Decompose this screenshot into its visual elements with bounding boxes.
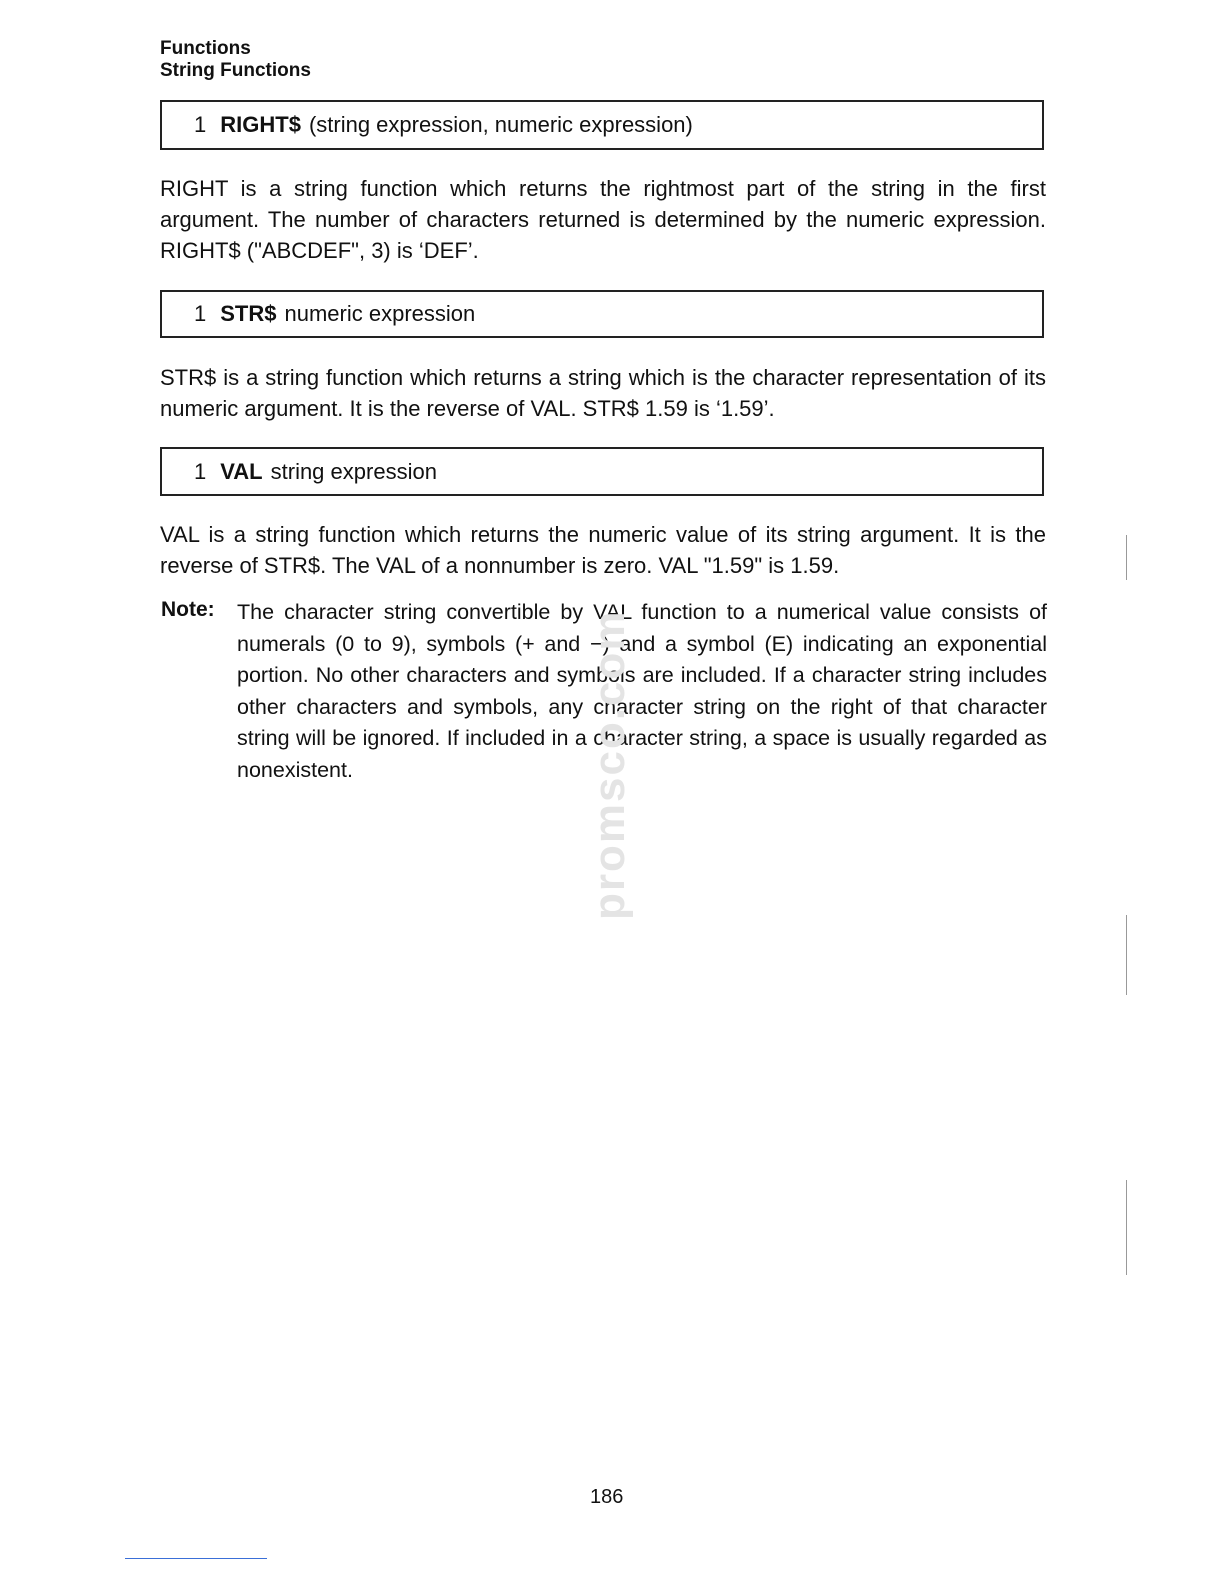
footer-line: [125, 1558, 267, 1559]
note-text: The character string convertible by VAL function to a numerical value consists of numerals (0 to 9), symbols (+ and −) and a symbol (E) indicating an exponential portion. No other characters and symbols are included. If a character string includes other characters and symbols, any character string on the right of that character string will be ignored. If included in a character string, a space is usually regarded as nonexistent.: [237, 600, 1047, 782]
scan-edge-mark: [1126, 535, 1127, 580]
syntax-args: numeric expression: [284, 301, 476, 326]
syntax-box-val: [160, 447, 1044, 496]
note-label: Note:: [161, 598, 215, 621]
description-right: RIGHT is a string function which returns the rightmost part of the string in the first argument. The number of characters returned is determined by the numeric expression. RIGHT$ ("ABCDEF", 3) is ‘DEF’.: [160, 176, 1046, 263]
page-header: [160, 38, 311, 82]
description-str: STR$ is a string function which returns a string which is the character representation of its numeric argument. It is the reverse of VAL. STR$ 1.59 is ‘1.59’.: [160, 365, 1046, 421]
scan-edge-mark: [1126, 1180, 1127, 1275]
header-functions: Functions: [160, 38, 251, 59]
syntax-number: 1: [194, 301, 207, 326]
syntax-keyword: RIGHT$: [220, 112, 301, 137]
syntax-box-str: [160, 290, 1044, 338]
syntax-args: (string expression, numeric expression): [308, 112, 693, 137]
syntax-box-right: [160, 100, 1044, 150]
syntax-keyword: VAL: [220, 458, 263, 484]
syntax-args: string expression: [270, 458, 437, 484]
scan-edge-mark: [1126, 915, 1127, 995]
watermark: promsco.com: [585, 609, 634, 921]
syntax-number: 1: [194, 112, 207, 137]
page-number: 186: [590, 1486, 624, 1508]
syntax-keyword: STR$: [220, 301, 277, 326]
description-val: VAL is a string function which returns the numeric value of its string argument. It is the reverse of STR$. The VAL of a nonnumber is zero. VAL "1.59" is 1.59.: [160, 522, 1046, 578]
header-string-functions: String Functions: [160, 60, 311, 81]
syntax-number: 1: [194, 458, 207, 484]
